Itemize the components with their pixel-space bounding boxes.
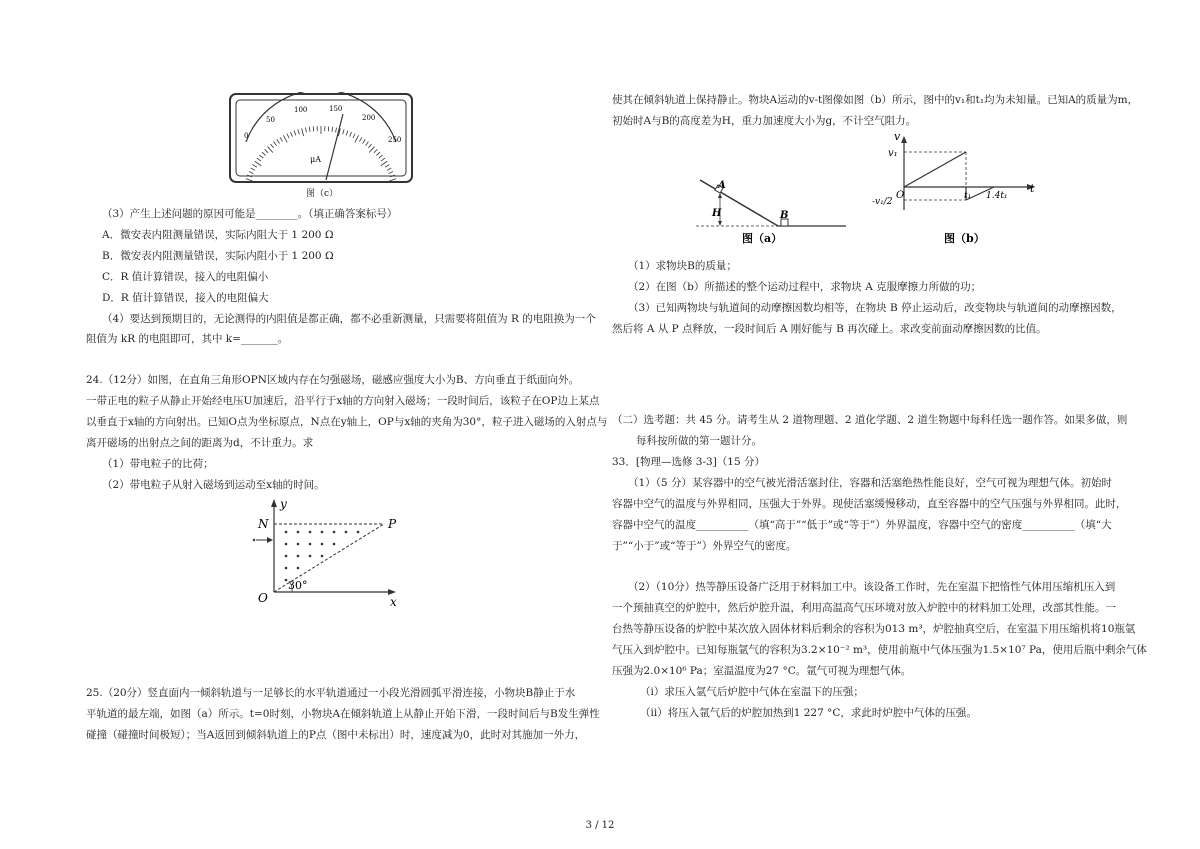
meter-tick — [267, 147, 272, 153]
q23-option-d: D．R 值计算错误，接入的电阻偏大 — [102, 292, 269, 304]
neg-v1-half-label: -v₁/2 — [872, 197, 893, 207]
elective-note-line1: （二）选考题：共 45 分。请考生从 2 道物理题、2 道化学题、2 道生物题中每科任选一题作答。如果多做，则 — [612, 414, 1128, 426]
meter-tick — [251, 168, 255, 170]
q25-question3-line1: （3）已知两物块与轨道间的动摩擦因数均相等，在物块 B 停止运动后，改变物块与轨道间的动摩擦因数， — [628, 302, 1122, 314]
q25-question2: （2）在图（b）所描述的整个运动过程中，求物块 A 克服摩擦力所做的功； — [628, 281, 982, 293]
meter-figure — [228, 92, 414, 205]
scale-200: 200 — [362, 114, 376, 122]
elective-note-line2: 每科按所做的第一题计分。 — [636, 435, 762, 447]
q33-title: 33．[物理—选修 3-3]（15 分） — [612, 456, 765, 468]
meter-tick — [257, 158, 261, 161]
meter-tick — [389, 179, 397, 182]
q33-part1-line3: 容器中空气的温度__________（填“高于”“低于”或“等于”）外界温度，容器中空气的密度__________（填“大 — [612, 519, 1112, 531]
meter-tick — [385, 165, 389, 168]
meter-tick — [374, 149, 378, 153]
meter-caption: 图（c） — [306, 189, 339, 199]
meter-tick — [255, 161, 262, 165]
field-dot — [285, 543, 288, 546]
t1-label: t₁ — [964, 191, 972, 201]
field-dot — [321, 543, 324, 546]
v-axis-label: v — [894, 130, 901, 143]
page-number: 3 / 12 — [585, 820, 615, 831]
scale-150: 150 — [329, 105, 343, 113]
field-dot — [285, 531, 288, 534]
q23-part3: （3）产生上述问题的原因可能是________。（填正确答案标号） — [102, 208, 398, 220]
meter-tick — [291, 132, 293, 137]
meter-tick — [246, 179, 254, 182]
meter-tick — [336, 128, 337, 133]
meter-tick — [274, 142, 277, 146]
q33-part1-line2: 容器中空气的温度与外界相同，压强大于外界。现使活塞缓慢移动，直至容器中的空气压强与外界相同。此时， — [612, 498, 1127, 510]
field-dot — [333, 543, 336, 546]
q33-part2-question-ii: （ii）将压入氩气后的炉腔加热到1 227 °C，求此时炉腔中气体的压强。 — [640, 707, 977, 719]
field-dot — [285, 567, 288, 570]
point-n-label: N — [258, 517, 269, 531]
meter-unit: μA — [310, 155, 321, 164]
q33-part2-question-i: （i）求压入氩气后炉腔中气体在室温下的压强； — [640, 686, 864, 698]
v-t-graph — [870, 130, 1040, 250]
scale-250: 250 — [388, 136, 402, 144]
velocity-time-graph — [870, 130, 1040, 253]
q23-option-c: C．R 值计算错误，接入的电阻偏小 — [102, 271, 269, 283]
q25-line3: 碰撞（碰撞时间极短）；当A返回到倾斜轨道上的P点（图中未标出）时，速度减为0，此时对其施加一外力， — [86, 729, 586, 741]
meter-tick — [389, 171, 394, 173]
scale-50: 50 — [266, 116, 275, 124]
q25-question1: （1）求物块B的质量； — [628, 260, 737, 272]
q33-part2-line5: 压强为2.0×10⁶ Pa；室温温度为27 °C。氩气可视为理想气体。 — [612, 665, 912, 677]
meter-tick — [379, 155, 383, 158]
field-dot — [309, 543, 312, 546]
field-dot — [297, 567, 300, 570]
q24-line4: 离开磁场的出射点之间的距离为d，不计重力。求 — [86, 437, 314, 449]
figure-b-caption: 图（b） — [944, 232, 985, 245]
x-axis-label: x — [390, 595, 397, 609]
q24-line1: 24.（12分）如图，在直角三角形OPN区域内存在匀强磁场，磁感应强度大小为B、方向垂直于纸面向外。 — [86, 374, 580, 386]
q25-question3-line2: 然后将 A 从 P 点释放，一段时间后 A 刚好能与 B 再次碰上。求改变前面动摩擦因数的比值。 — [612, 323, 1047, 335]
q23-part4-line2: 阻值为 kR 的电阻即可，其中 k=_______。 — [86, 333, 289, 345]
v1-label: v₁ — [888, 148, 898, 159]
meter-tick — [343, 129, 344, 134]
meter-needle — [326, 114, 343, 180]
q25-line2: 平轨道的最左端，如图（a）所示。t=0时刻，小物块A在倾斜轨道上从静止开始下滑，一段时间后与B发生弹性 — [86, 708, 600, 720]
incline-figure — [696, 176, 856, 251]
q24-question1: （1）带电粒子的比荷； — [102, 458, 214, 470]
meter-tick — [270, 144, 273, 148]
magnetic-field-figure — [250, 496, 410, 614]
field-dot — [345, 531, 348, 534]
meter-tick — [387, 168, 391, 170]
q23-option-b: B．微安表内阻测量错误，实际内阻小于 1 200 Ω — [102, 250, 334, 262]
q33-part2-line1: （2）（10分）热等静压设备广泛用于材料加工中。该设备工作时，先在室温下把惰性气体用压缩机压入到 — [628, 581, 1116, 593]
q25-continued-line2: 初始时A与B的高度差为H，重力加速度大小为g，不计空气阻力。 — [612, 115, 917, 127]
meter-tick — [359, 137, 362, 141]
q23-part4-line1: （4）要达到预期目的，无论测得的内阻值是都正确，都不必重新测量，只需要将阻值为 R 的电阻换为一个 — [102, 313, 596, 325]
meter-tick — [346, 131, 348, 136]
incline-diagram — [696, 176, 856, 248]
angle-label: 30° — [288, 579, 308, 592]
meter-tick — [332, 127, 333, 132]
meter-tick — [302, 128, 304, 136]
triangle-field-diagram — [250, 496, 410, 611]
meter-tick — [376, 152, 380, 155]
field-dot — [321, 531, 324, 534]
meter-tick — [287, 134, 289, 139]
q24-question2: （2）带电粒子从射入磁场到运动至x轴的时间。 — [102, 479, 325, 491]
meter-tick — [309, 127, 310, 132]
q24-line2: 一带正电的粒子从静止开始经电压U加速后，沿平行于x轴的方向射入磁场；一段时间后，该粒子在OP边上某点 — [86, 395, 600, 407]
q33-part1-line1: （1）（5 分）某容器中的空气被光滑活塞封住，容器和活塞绝热性能良好，空气可视为理想气体。初始时 — [628, 477, 1112, 489]
q33-part2-line3: 台热等静压设备的炉腔中某次放入固体材料后剩余的容积为013 m³，炉腔抽真空后，在室温下用压缩机将10瓶氩 — [612, 623, 1136, 635]
meter-tick — [381, 161, 388, 165]
meter-tick — [283, 135, 287, 142]
meter-tick — [280, 137, 283, 141]
t14-label: 1.4t₁ — [986, 191, 1008, 201]
block-a-label: A — [718, 180, 726, 191]
meter-tick — [350, 132, 352, 137]
meter-tick — [381, 158, 385, 161]
q24-line3: 以垂直于x轴的方向射出。已知O点为坐标原点，N点在y轴上，OP与x轴的夹角为30°，粒子进入磁场的入射点与 — [86, 416, 608, 428]
meter-tick — [294, 131, 296, 136]
meter-tick — [368, 144, 371, 148]
graph-origin-label: O — [896, 190, 905, 201]
meter-tick — [259, 155, 263, 158]
meter-tick — [253, 165, 257, 168]
q33-part1-line4: 于”“小于”或“等于”）外界空气的密度。 — [612, 540, 797, 552]
field-dot — [297, 543, 300, 546]
field-dot — [333, 531, 336, 534]
q25-continued-line1: 使其在倾斜轨道上保持静止。物块A运动的v-t图像如图（b）所示，图中的v₁和t₁均为未知量。已知A的质量为m， — [612, 94, 1139, 106]
q33-part2-line4: 气压入到炉腔中。已知每瓶氩气的容积为3.2×10⁻² m³，使用前瓶中气体压强为1.5×10⁷ Pa，使用后瓶中剩余气体 — [612, 644, 1147, 656]
meter-tick — [298, 129, 299, 134]
point-p-label: P — [388, 517, 397, 531]
t-axis-label: t — [1030, 182, 1035, 195]
meter-tick — [363, 139, 366, 143]
q33-part2-line2: 一个预抽真空的炉腔中，然后炉腔升温，利用高温高气压环境对放入炉腔中的材料加工处理，改部其性能。一 — [612, 602, 1116, 614]
meter-tick — [353, 134, 355, 139]
scale-100: 100 — [294, 106, 308, 114]
meter-tick — [355, 135, 359, 142]
scale-0: 0 — [244, 132, 249, 140]
meter-tick — [277, 139, 280, 143]
meter-tick — [262, 152, 266, 155]
field-dot — [309, 555, 312, 558]
field-dot — [357, 531, 360, 534]
meter-tick — [305, 128, 306, 133]
field-dot — [297, 531, 300, 534]
field-dot — [285, 555, 288, 558]
meter-tick — [249, 171, 254, 173]
figure-a-caption: 图（a） — [742, 232, 783, 245]
meter-tick — [265, 149, 269, 153]
field-dot — [297, 555, 300, 558]
y-axis-label: y — [280, 497, 287, 511]
height-label: H — [712, 208, 722, 219]
meter-tick — [369, 147, 374, 153]
field-dot — [321, 555, 324, 558]
field-dot — [309, 531, 312, 534]
block-b-label: B — [780, 210, 789, 221]
field-dot — [285, 579, 288, 582]
origin-label: O — [258, 591, 268, 605]
meter-tick — [366, 142, 369, 146]
q23-option-a: A．微安表内阻测量错误，实际内阻大于 1 200 Ω — [102, 229, 334, 241]
q25-line1: 25.（20分）竖直面内一倾斜轨道与一足够长的水平轨道通过一小段光滑圆弧平滑连接，小物块B静止于水 — [86, 687, 576, 699]
